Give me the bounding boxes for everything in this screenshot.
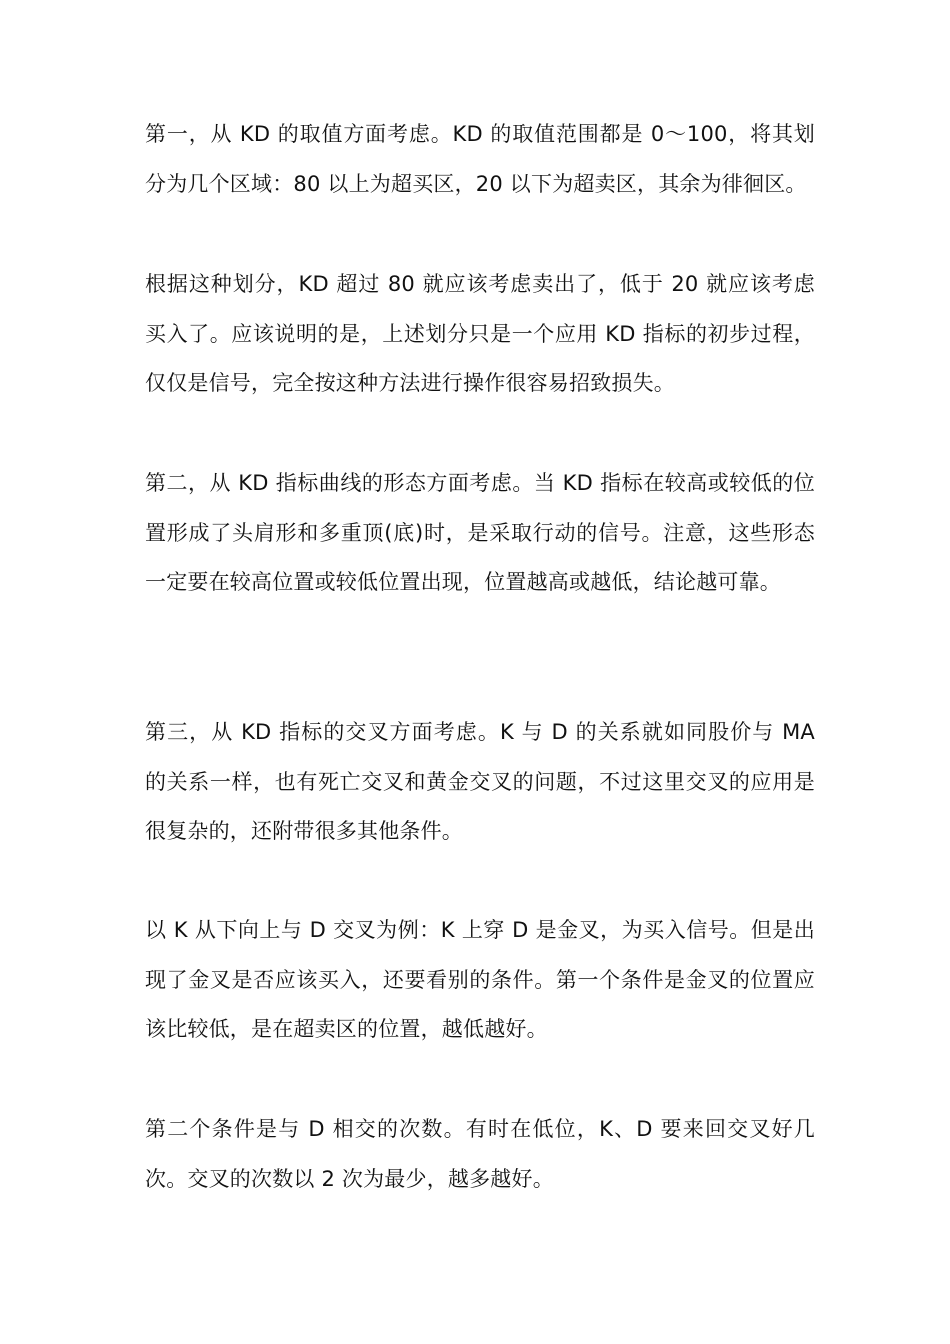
paragraph-overbought-oversold: 根据这种划分，KD 超过 80 就应该考虑卖出了，低于 20 就应该考虑买入了。应该说明的是，上述划分只是一个应用 KD 指标的初步过程，仅仅是信号，完全按这种方法进行操作很容易招致损失。: [145, 272, 815, 395]
paragraph-kd-value-range: 第一，从 KD 的取值方面考虑。KD 的取值范围都是 0～100，将其划分为几个区域：80 以上为超买区，20 以下为超卖区，其余为徘徊区。: [145, 122, 815, 196]
paragraph-kd-crossover: 第三，从 KD 指标的交叉方面考虑。K 与 D 的关系就如同股价与 MA 的关系一样，也有死亡交叉和黄金交叉的问题，不过这里交叉的应用是很复杂的，还附带很多其他条件。: [145, 720, 815, 843]
paragraph-curve-pattern: 第二，从 KD 指标曲线的形态方面考虑。当 KD 指标在较高或较低的位置形成了头肩形和多重顶(底)时，是采取行动的信号。注意，这些形态一定要在较高位置或较低位置出现，位置越高或越低，结论越可靠。: [145, 471, 815, 594]
paragraph-cross-count: 第二个条件是与 D 相交的次数。有时在低位，K、D 要来回交叉好几次。交叉的次数以 2 次为最少，越多越好。: [145, 1117, 815, 1191]
paragraph-golden-cross-example: 以 K 从下向上与 D 交叉为例：K 上穿 D 是金叉，为买入信号。但是出现了金叉是否应该买入，还要看别的条件。第一个条件是金叉的位置应该比较低，是在超卖区的位置，越低越好。: [145, 918, 815, 1041]
